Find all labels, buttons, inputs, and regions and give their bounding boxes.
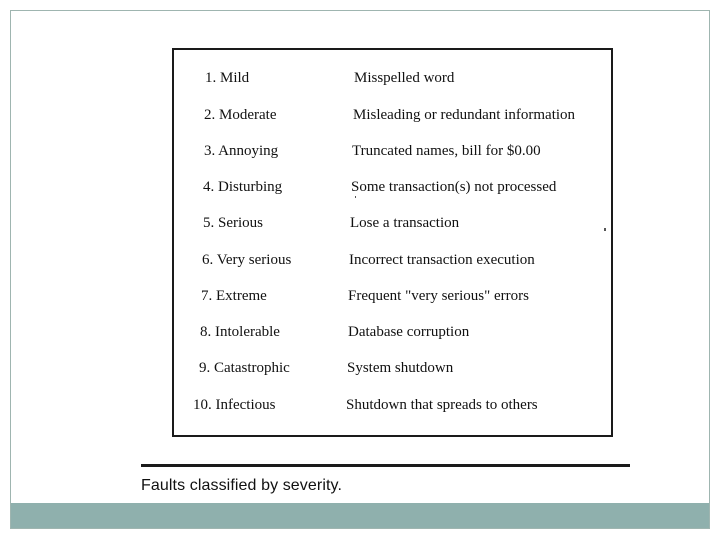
severity-label: 9. Catastrophic — [199, 360, 290, 376]
scan-speck — [355, 196, 356, 198]
fault-description: Shutdown that spreads to others — [346, 397, 538, 413]
table-row — [174, 397, 615, 421]
scan-speck — [604, 228, 606, 231]
fault-description: Lose a transaction — [350, 215, 460, 231]
fault-description: Incorrect transaction execution — [349, 252, 535, 268]
severity-label: 7. Extreme — [201, 288, 267, 304]
fault-description: Database corruption — [348, 324, 470, 340]
fault-description: Frequent "very serious" errors — [348, 288, 529, 304]
severity-label: 3. Annoying — [204, 143, 279, 159]
table-row — [174, 143, 615, 167]
fault-description: Misleading or redundant information — [353, 107, 576, 123]
table-row — [174, 215, 615, 239]
severity-label: 2. Moderate — [204, 107, 277, 123]
footer-band — [11, 503, 709, 528]
table-row — [174, 70, 615, 94]
table-row — [174, 288, 615, 312]
caption-rule — [141, 464, 630, 467]
severity-label: 4. Disturbing — [203, 179, 283, 195]
severity-label: 6. Very serious — [202, 252, 292, 268]
fault-description: Misspelled word — [354, 70, 455, 86]
severity-label: 1. Mild — [205, 70, 250, 86]
table-row — [174, 179, 615, 203]
severity-label: 8. Intolerable — [200, 324, 280, 340]
table-row — [174, 324, 615, 348]
fault-description: Truncated names, bill for $0.00 — [352, 143, 541, 159]
figure-caption: Faults classified by severity. — [141, 477, 342, 494]
fault-description: System shutdown — [347, 360, 454, 376]
table-row — [174, 107, 615, 131]
table-row — [174, 252, 615, 276]
severity-label: 10. Infectious — [193, 397, 276, 413]
severity-label: 5. Serious — [203, 215, 263, 231]
table-row — [174, 360, 615, 384]
fault-description: Some transaction(s) not processed — [351, 179, 557, 195]
severity-table — [172, 48, 613, 437]
